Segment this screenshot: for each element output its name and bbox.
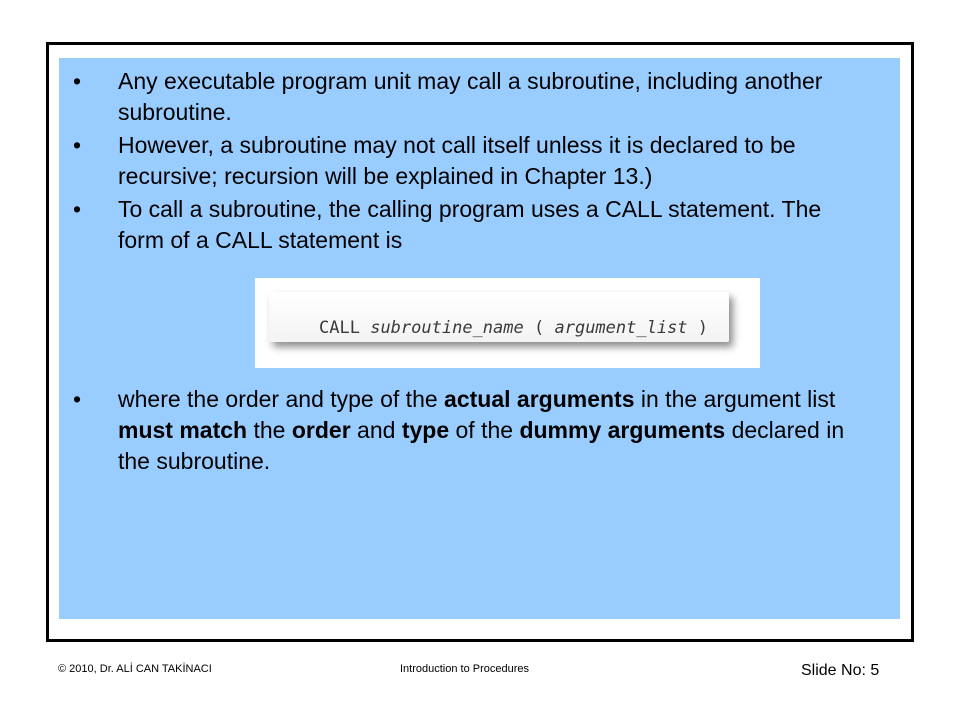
call-syntax [319, 318, 708, 338]
bold-run: order [291, 417, 351, 443]
text-run: of the [449, 417, 520, 443]
bullet-text: However, a subroutine may not call itself unless it is declared to be recursive; recursion will be explained in Chapter 13.) [118, 132, 796, 189]
text-run: the [247, 417, 292, 443]
bullet-dot: • [73, 68, 82, 94]
text-run: in the argument list [634, 386, 836, 412]
bullet-item [59, 194, 859, 256]
call-keyword: CALL [319, 318, 360, 338]
bullet-dot: • [73, 132, 82, 158]
footer-copyright: © 2010, Dr. ALİ CAN TAKİNACI [58, 663, 212, 675]
bullet-text: To call a subroutine, the calling program uses a CALL statement. The form of a CALL statement is [118, 196, 822, 253]
bullet-text [118, 386, 844, 474]
slide-number: Slide No: 5 [801, 662, 880, 679]
text-run: and [350, 417, 402, 443]
footer-title: Introduction to Procedures [400, 663, 530, 675]
text-run: where the order and type of the [118, 386, 445, 412]
code-example-image [255, 278, 760, 368]
subroutine-name: subroutine_name [370, 318, 524, 338]
code-strip [269, 292, 729, 342]
bullet-item [59, 66, 859, 128]
bullet-item [59, 384, 859, 477]
bullet-list-top [59, 66, 859, 258]
argument-list: argument_list [554, 318, 688, 338]
bold-run: must match [118, 417, 248, 443]
bullet-text: Any executable program unit may call a subroutine, including another subroutine. [118, 68, 823, 125]
open-paren: ( [533, 318, 545, 338]
bullet-list-bottom [59, 384, 859, 479]
bold-run: actual arguments [444, 386, 635, 412]
bullet-item [59, 130, 859, 192]
bold-run: type [401, 417, 450, 443]
bullet-dot: • [73, 386, 82, 412]
close-paren: ) [697, 318, 709, 338]
bold-run: dummy arguments [519, 417, 726, 443]
text-run: declared in the subroutine. [118, 417, 845, 474]
bullet-dot: • [73, 196, 82, 222]
